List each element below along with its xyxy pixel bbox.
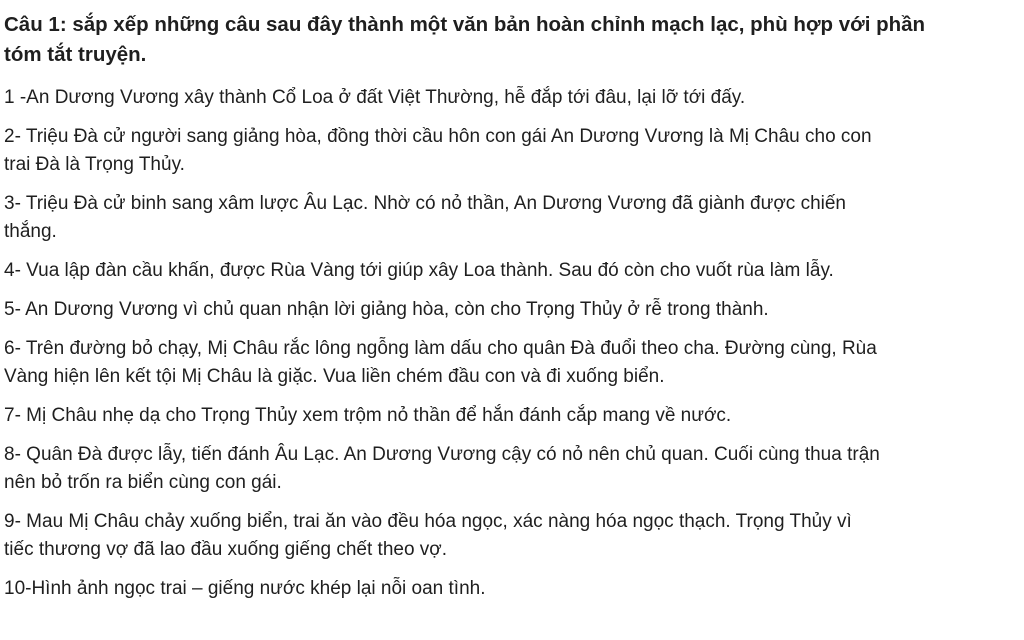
- list-item: [4, 190, 1020, 246]
- question-line: Câu 1: sắp xếp những câu sau đây thành một văn bản hoàn chỉnh mạch lạc, phù hợp với phần: [4, 13, 926, 36]
- list-item-line: 8- Quân Đà được lẫy, tiến đánh Âu Lạc. An Dương Vương cậy có nỏ nên chủ quan. Cuối cùng thua trận: [4, 444, 880, 465]
- list-item: [4, 402, 1020, 430]
- list-item: [4, 296, 1020, 324]
- list-item-line: nên bỏ trốn ra biển cùng con gái.: [4, 472, 282, 493]
- list-item: [4, 575, 1020, 603]
- question-line: tóm tắt truyện.: [4, 43, 147, 66]
- list-item-line: 4- Vua lập đàn cầu khấn, được Rùa Vàng tới giúp xây Loa thành. Sau đó còn cho vuốt rùa làm lẫy.: [4, 260, 834, 281]
- list-item-line: 5- An Dương Vương vì chủ quan nhận lời giảng hòa, còn cho Trọng Thủy ở rễ trong thành.: [4, 299, 769, 320]
- list-item-line: 9- Mau Mị Châu chảy xuống biển, trai ăn vào đều hóa ngọc, xác nàng hóa ngọc thạch. Trọng Thủy vì: [4, 511, 852, 532]
- list-item-line: 7- Mị Châu nhẹ dạ cho Trọng Thủy xem trộm nỏ thần để hắn đánh cắp mang về nước.: [4, 405, 732, 426]
- list-item: [4, 441, 1020, 497]
- list-item: [4, 257, 1020, 285]
- list-item: [4, 123, 1020, 179]
- list-item-line: 3- Triệu Đà cử binh sang xâm lược Âu Lạc. Nhờ có nỏ thần, An Dương Vương đã giành được chiến: [4, 193, 846, 214]
- list-item-line: thắng.: [4, 221, 57, 242]
- question-heading: [4, 10, 1024, 70]
- list-item-line: 2- Triệu Đà cử người sang giảng hòa, đồng thời cầu hôn con gái An Dương Vương là Mị Châu cho con: [4, 126, 872, 147]
- list-item: [4, 84, 1020, 112]
- list-item-line: tiếc thương vợ đã lao đầu xuống giếng chết theo vợ.: [4, 539, 448, 560]
- list-item: [4, 335, 1020, 391]
- list-item-line: 6- Trên đường bỏ chạy, Mị Châu rắc lông ngỗng làm dấu cho quân Đà đuổi theo cha. Đường cùng, Rùa: [4, 338, 877, 359]
- document: [4, 10, 1024, 614]
- list-item-line: trai Đà là Trọng Thủy.: [4, 154, 185, 175]
- list-item-line: Vàng hiện lên kết tội Mị Châu là giặc. Vua liền chém đầu con và đi xuống biển.: [4, 366, 665, 387]
- list-item: [4, 508, 1020, 564]
- list-item-line: 1 -An Dương Vương xây thành Cổ Loa ở đất Việt Thường, hễ đắp tới đâu, lại lỡ tới đấy.: [4, 87, 746, 108]
- list-item-line: 10-Hình ảnh ngọc trai – giếng nước khép lại nỗi oan tình.: [4, 578, 486, 599]
